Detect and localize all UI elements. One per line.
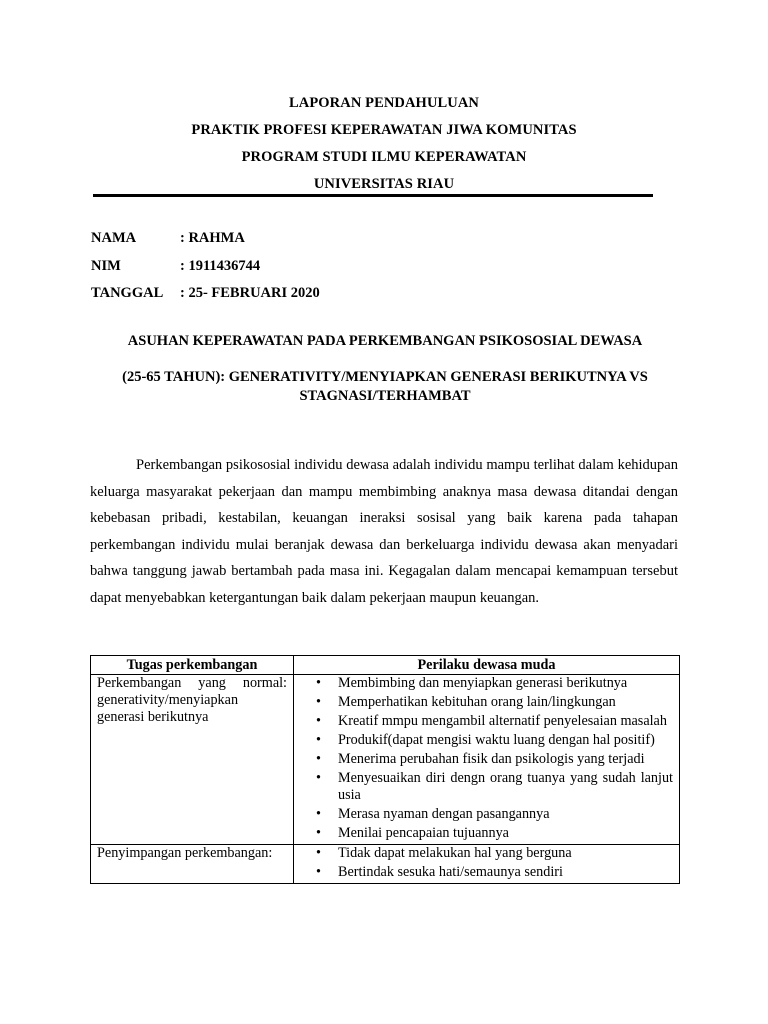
topic-title-line2: (25-65 TAHUN): GENERATIVITY/MENYIAPKAN GENERASI BERIKUTNYA VS STAGNASI/TERHAMBAT xyxy=(122,369,648,404)
column-header-behavior: Perilaku dewasa muda xyxy=(294,656,680,675)
list-item: • Membimbing dan menyiapkan generasi berikutnya xyxy=(294,675,673,692)
program-title: PROGRAM STUDI ILMU KEPERAWATAN xyxy=(241,149,527,165)
behavior-cell xyxy=(294,675,680,845)
document-header xyxy=(0,90,768,198)
identity-row-nim xyxy=(91,253,320,281)
header-divider xyxy=(93,194,653,197)
topic-title-line1: ASUHAN KEPERAWATAN PADA PERKEMBANGAN PSIKOSOSIAL DEWASA xyxy=(127,333,643,349)
identity-label: NIM xyxy=(91,257,121,274)
development-table xyxy=(90,655,680,884)
list-item: • Produkif(dapat mengisi waktu luang dengan hal positif) xyxy=(294,732,673,749)
identity-label: NAMA xyxy=(91,230,137,247)
university-title: UNIVERSITAS RIAU xyxy=(313,176,455,192)
identity-row-name xyxy=(91,225,320,253)
list-item: • Tidak dapat melakukan hal yang berguna xyxy=(294,845,673,862)
list-item: • Merasa nyaman dengan pasangannya xyxy=(294,806,673,823)
behavior-list xyxy=(294,845,673,881)
behavior-list xyxy=(294,675,673,842)
task-cell: Penyimpangan perkembangan: xyxy=(91,845,294,884)
table-row xyxy=(91,675,680,845)
table-row xyxy=(91,845,680,884)
table-header-row xyxy=(91,656,680,675)
practice-title: PRAKTIK PROFESI KEPERAWATAN JIWA KOMUNITAS xyxy=(191,122,577,138)
list-item: • Bertindak sesuka hati/semaunya sendiri xyxy=(294,864,673,881)
identity-block xyxy=(91,225,320,308)
list-item: • Menyesuaikan diri dengn orang tuanya yang sudah lanjut usia xyxy=(294,770,673,804)
identity-value: : 25- FEBRUARI 2020 xyxy=(180,285,320,302)
column-header-task: Tugas perkembangan xyxy=(91,656,294,675)
task-cell: Perkembangan yang normal: generativity/menyiapkan generasi berikutnya xyxy=(91,675,294,845)
intro-paragraph: Perkembangan psikososial individu dewasa adalah individu mampu terlihat dalam kehidupan keluarga masyarakat pekerjaan dan mampu membimbing anaknya masa dewasa ditandai dengan kebebasan pribadi, kestabilan, keuangan ineraksi sosisal yang baik karena pada tahapan perkembangan individu mulai beranjak dewasa dan berkeluarga individu dewasa akan menyadari bahwa tanggung jawab bertambah pada masa ini. Kegagalan dalam mencapai kemampuan tersebut dapat menyebabkan ketergantungan baik dalam pekerjaan maupun keuangan. xyxy=(90,457,678,606)
list-item: • Menerima perubahan fisik dan psikologis yang terjadi xyxy=(294,751,673,768)
identity-value: : RAHMA xyxy=(180,230,245,247)
identity-label: TANGGAL xyxy=(91,285,164,302)
list-item: • Memperhatikan kebituhan orang lain/lingkungan xyxy=(294,694,673,711)
identity-value: : 1911436744 xyxy=(180,257,261,274)
behavior-cell xyxy=(294,845,680,884)
identity-row-date xyxy=(91,280,320,308)
list-item: • Menilai pencapaian tujuannya xyxy=(294,825,673,842)
report-title: LAPORAN PENDAHULUAN xyxy=(289,95,479,111)
list-item: • Kreatif mmpu mengambil alternatif penyelesaian masalah xyxy=(294,713,673,730)
